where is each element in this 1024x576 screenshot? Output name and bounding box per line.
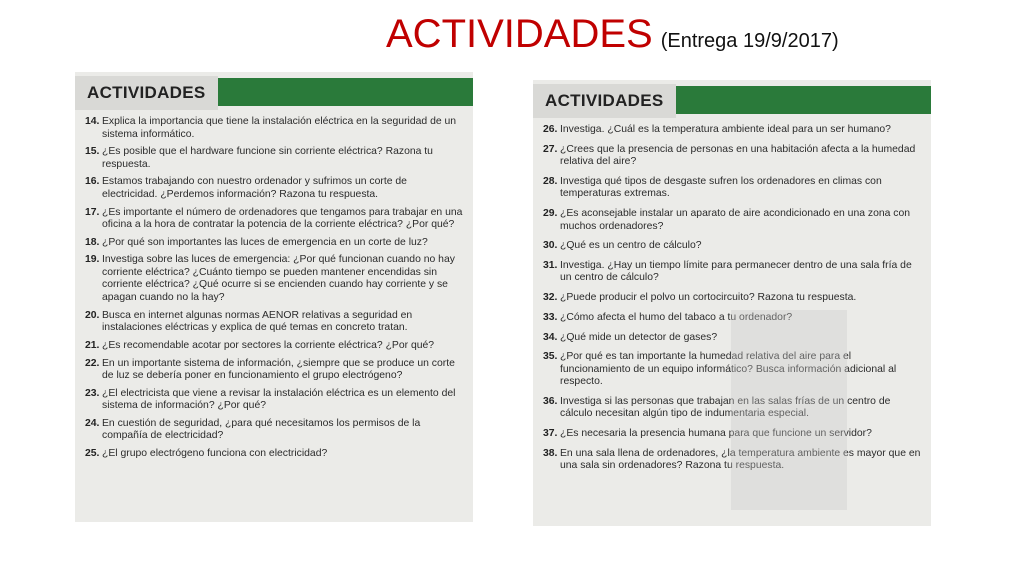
question-number: 25. bbox=[85, 448, 100, 460]
question-text: Explica la importancia que tiene la instalación eléctrica en la seguridad de un sistema informático. bbox=[102, 116, 457, 140]
question-text: ¿Qué mide un detector de gases? bbox=[560, 331, 718, 343]
question-item bbox=[85, 254, 465, 304]
question-number: 26. bbox=[543, 124, 558, 135]
question-item bbox=[85, 176, 465, 201]
question-number: 27. bbox=[543, 143, 558, 155]
question-item bbox=[543, 292, 923, 305]
question-item bbox=[85, 116, 465, 141]
question-number: 24. bbox=[85, 417, 100, 429]
question-item bbox=[543, 260, 923, 285]
left-section-header-label: ACTIVIDADES bbox=[75, 76, 218, 110]
slide-title-main: ACTIVIDADES bbox=[386, 12, 653, 56]
question-number: 22. bbox=[85, 357, 100, 369]
question-text: ¿Es aconsejable instalar un aparato de aire acondicionado en una zona con muchos ordenadores? bbox=[560, 208, 911, 232]
question-text: ¿Cómo afecta el humo del tabaco a tu ordenador? bbox=[560, 311, 793, 323]
question-text: ¿El electricista que viene a revisar la instalación eléctrica es un elemento del sistema de información? ¿Por qué? bbox=[102, 387, 456, 412]
question-number: 36. bbox=[543, 395, 558, 407]
question-number: 32. bbox=[543, 292, 558, 304]
question-text: Investiga qué tipos de desgaste sufren los ordenadores en climas con temperaturas extremas. bbox=[560, 175, 882, 200]
question-item bbox=[543, 240, 923, 253]
question-text: ¿El grupo electrógeno funciona con electricidad? bbox=[102, 448, 328, 460]
question-item bbox=[85, 237, 465, 250]
question-number: 16. bbox=[85, 176, 100, 188]
question-number: 18. bbox=[85, 236, 100, 248]
question-text: ¿Crees que la presencia de personas en una habitación afecta a la humedad relativa del aire? bbox=[560, 143, 916, 168]
question-text: ¿Qué es un centro de cálculo? bbox=[560, 240, 702, 252]
question-number: 29. bbox=[543, 208, 558, 220]
question-text: Estamos trabajando con nuestro ordenador y sufrimos un corte de electricidad. ¿Perdemos información? Razona tu respuesta. bbox=[102, 176, 407, 200]
right-textbook-scan bbox=[533, 80, 931, 526]
question-number: 20. bbox=[85, 309, 100, 321]
question-text: Busca en internet algunas normas AENOR relativas a seguridad en instalaciones eléctricas y explica de qué temas en concreto tratan. bbox=[102, 309, 413, 334]
question-text: ¿Por qué son importantes las luces de emergencia en un corte de luz? bbox=[102, 236, 428, 248]
question-text: ¿Por qué es tan importante la humedad relativa del aire para el funcionamiento de un equipo informático? Busca información adicional al respecto. bbox=[560, 351, 897, 388]
question-number: 31. bbox=[543, 259, 558, 271]
question-text: ¿Puede producir el polvo un cortocircuito? Razona tu respuesta. bbox=[560, 292, 857, 304]
question-text: ¿Es importante el número de ordenadores que tengamos para trabajar en una oficina a la hora de contratar la potencia de la corriente eléctrica? ¿Por qué? bbox=[102, 206, 463, 231]
slide-title-subtitle: (Entrega 19/9/2017) bbox=[660, 30, 839, 52]
question-item bbox=[85, 418, 465, 443]
question-number: 33. bbox=[543, 311, 558, 323]
question-number: 35. bbox=[543, 351, 558, 363]
scan-smudge bbox=[731, 310, 847, 510]
question-item bbox=[85, 448, 465, 461]
question-text: Investiga. ¿Hay un tiempo límite para permanecer dentro de una sala fría de un centro de cálculo? bbox=[560, 259, 912, 284]
question-item bbox=[85, 310, 465, 335]
question-text: ¿Es necesaria la presencia humana para que funcione un servidor? bbox=[560, 428, 872, 440]
right-section-header-bar bbox=[676, 86, 931, 114]
question-number: 38. bbox=[543, 447, 558, 459]
question-text: Investiga. ¿Cuál es la temperatura ambiente ideal para un ser humano? bbox=[560, 124, 891, 135]
question-number: 19. bbox=[85, 254, 100, 266]
question-item bbox=[543, 176, 923, 201]
question-number: 30. bbox=[543, 240, 558, 252]
question-number: 17. bbox=[85, 206, 100, 218]
question-text: En una sala llena de ordenadores, ¿la temperatura ambiente es mayor que en una sala sin ordenadores? Razona tu respuesta. bbox=[560, 447, 921, 472]
slide-title bbox=[386, 14, 839, 54]
left-question-list bbox=[75, 110, 473, 461]
left-section-header bbox=[75, 76, 473, 110]
question-number: 23. bbox=[85, 387, 100, 399]
left-section-header-bar bbox=[218, 78, 473, 106]
left-textbook-scan bbox=[75, 72, 473, 522]
question-number: 37. bbox=[543, 428, 558, 440]
question-item bbox=[543, 208, 923, 233]
question-number: 14. bbox=[85, 116, 100, 127]
question-number: 21. bbox=[85, 339, 100, 351]
question-item bbox=[85, 207, 465, 232]
question-item bbox=[85, 146, 465, 171]
question-item bbox=[85, 340, 465, 353]
question-text: ¿Es recomendable acotar por sectores la corriente eléctrica? ¿Por qué? bbox=[102, 339, 435, 351]
question-number: 15. bbox=[85, 146, 100, 158]
question-number: 34. bbox=[543, 331, 558, 343]
question-number: 28. bbox=[543, 175, 558, 187]
question-item bbox=[85, 358, 465, 383]
question-text: ¿Es posible que el hardware funcione sin corriente eléctrica? Razona tu respuesta. bbox=[102, 146, 433, 170]
question-text: Investiga sobre las luces de emergencia: ¿Por qué funcionan cuando no hay corriente eléctrica? ¿Cuánto tiempo se pueden mantener encendidas sin corriente eléctrica? ¿Qué ocurre si se encienden cuando hay corriente y se apagan cuando no la hay? bbox=[102, 254, 455, 303]
question-item bbox=[543, 144, 923, 169]
right-section-header bbox=[533, 84, 931, 118]
question-text: En cuestión de seguridad, ¿para qué necesitamos los permisos de la compañía de electricidad? bbox=[102, 417, 421, 442]
question-item bbox=[543, 124, 923, 137]
question-item bbox=[85, 388, 465, 413]
question-text: Investiga si las personas que trabajan en las salas frías de un centro de cálculo necesitan algún tipo de indumentaria especial. bbox=[560, 395, 891, 420]
question-text: En un importante sistema de información, ¿siempre que se produce un corte de luz se debería poner en funcionamiento el grupo electrógeno? bbox=[102, 357, 455, 381]
right-section-header-label: ACTIVIDADES bbox=[533, 84, 676, 118]
